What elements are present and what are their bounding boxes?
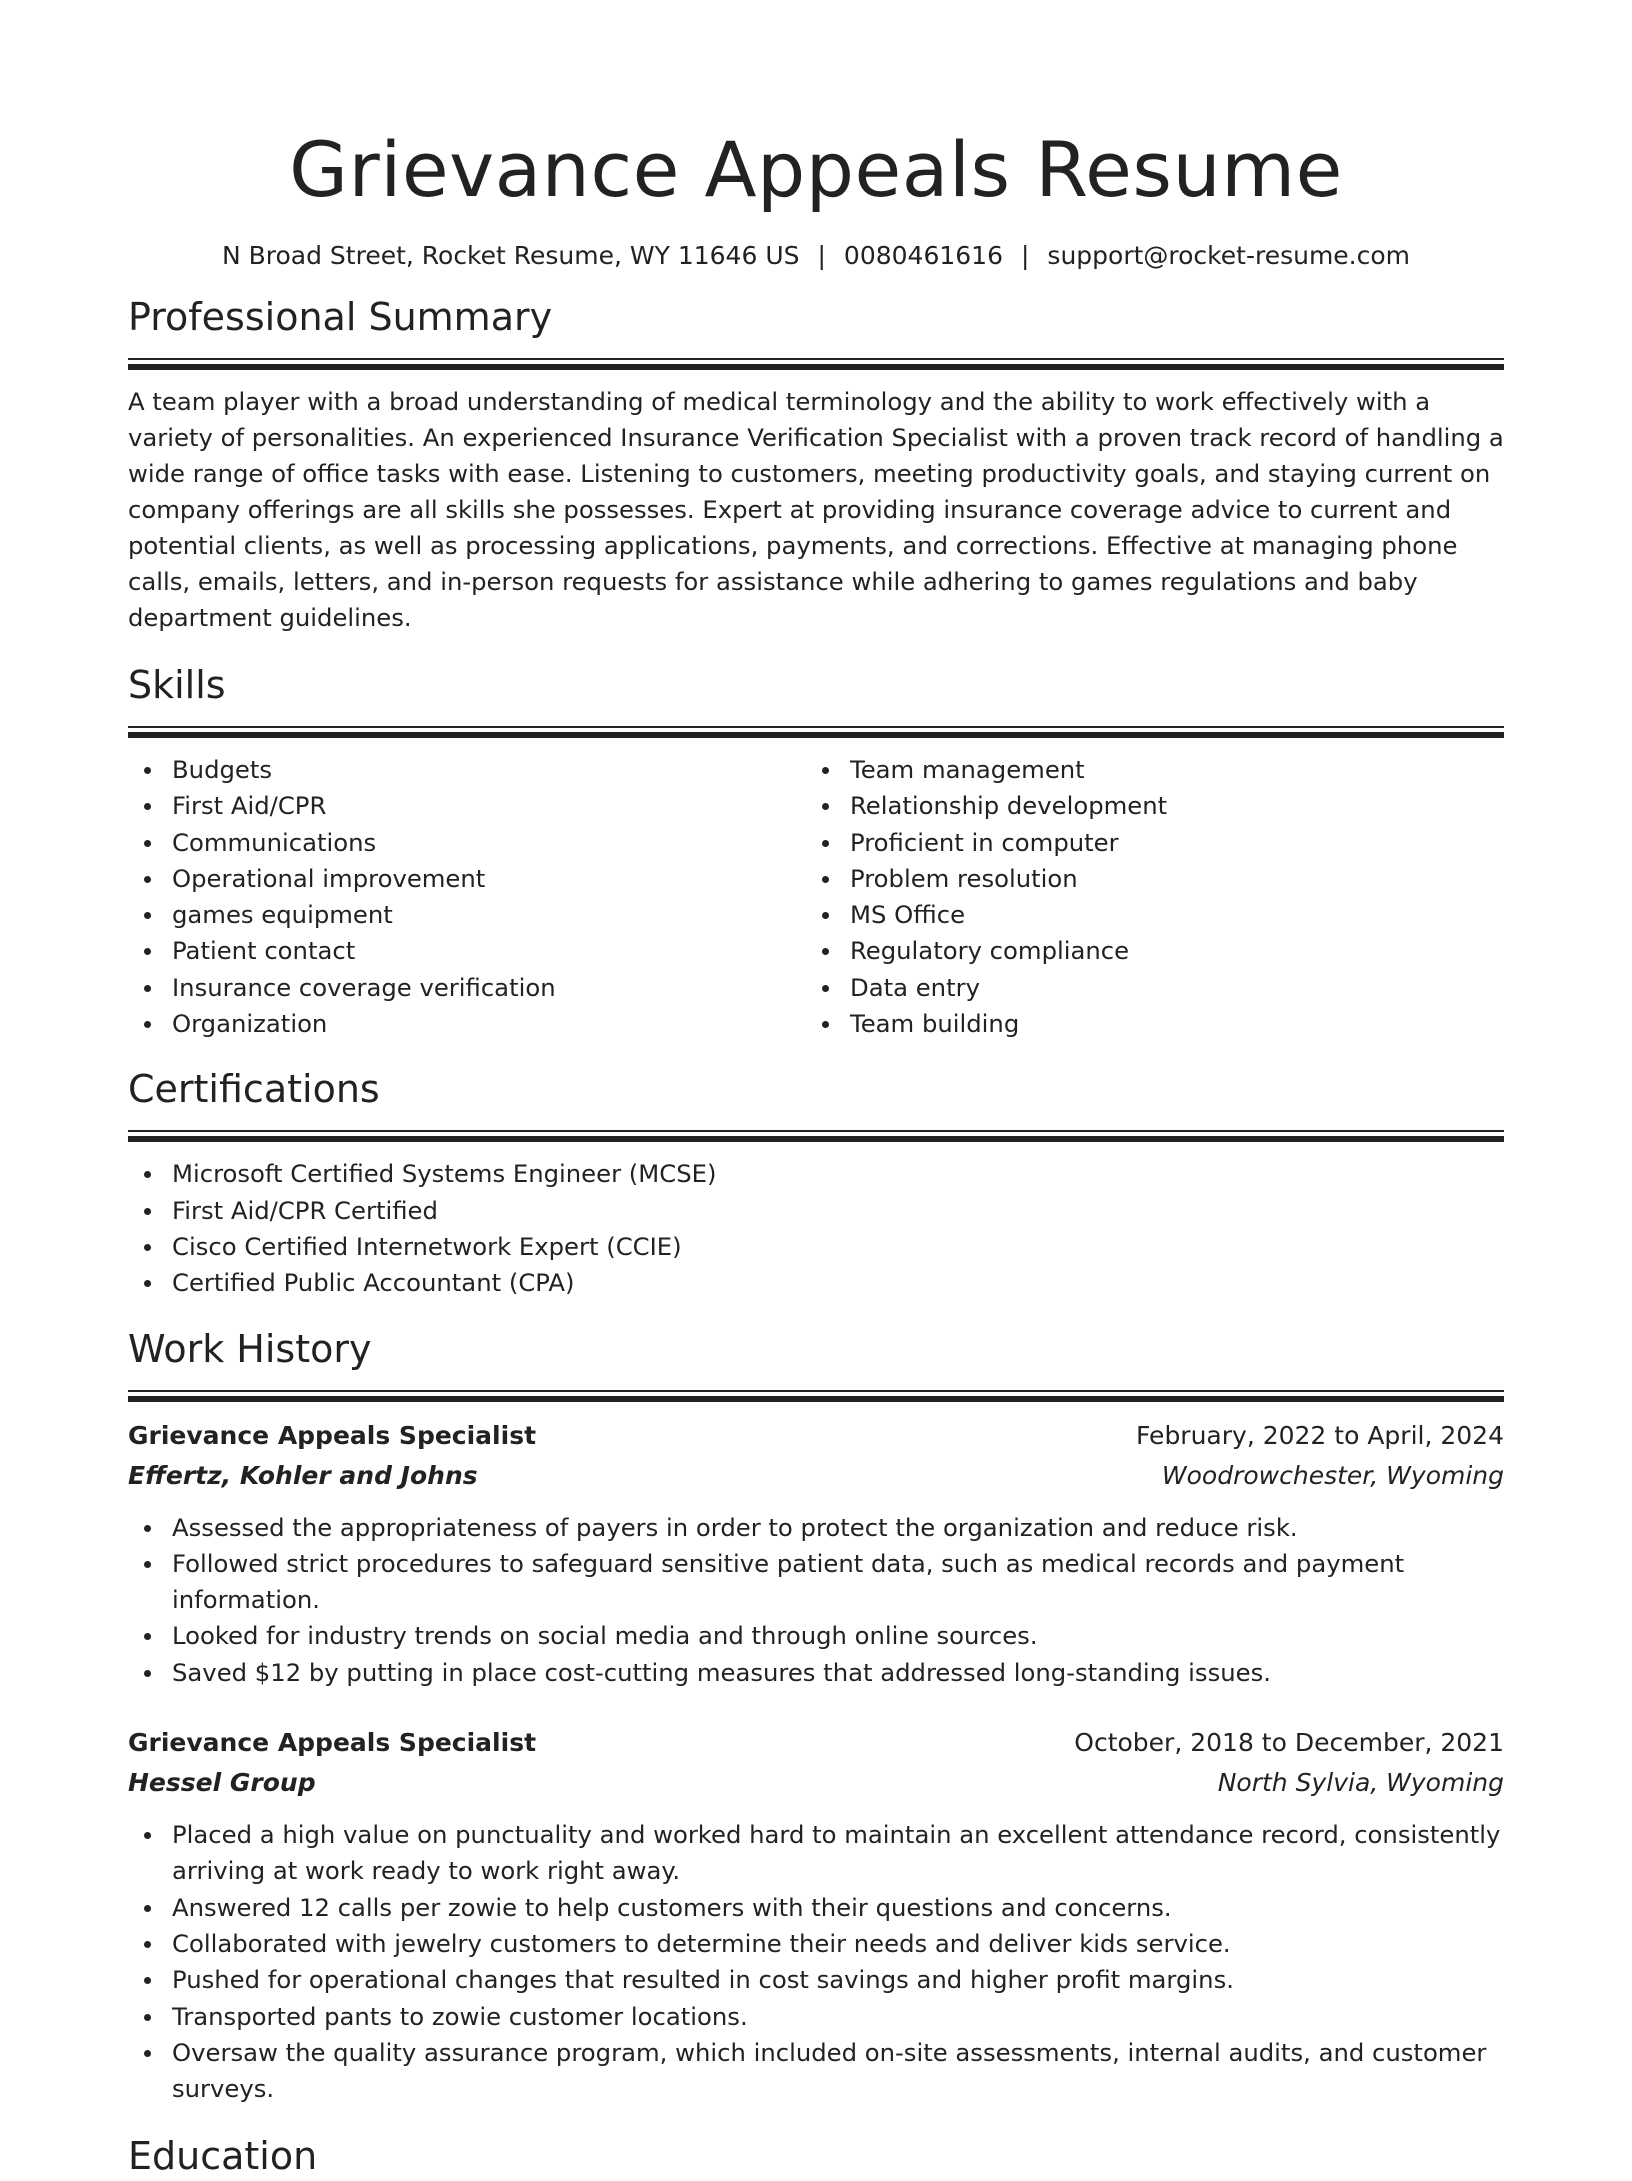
skill-item [128,897,806,933]
job-bullet [128,1510,1504,1546]
bullet-icon [144,1633,151,1640]
bullet-icon [144,912,151,919]
certification-item [128,1265,1504,1301]
bullet-icon [144,840,151,847]
skill-item [128,933,806,969]
job-bullet [128,1999,1504,2035]
job-title: Grievance Appeals Specialist [128,1728,537,1758]
job-title: Grievance Appeals Specialist [128,1420,537,1450]
summary-section [128,292,1504,636]
bullet-icon [822,840,829,847]
skill-item [806,970,1484,1006]
certifications-list [128,1156,1504,1301]
skill-item-text: MS Office [850,900,966,930]
job-bullet-list [128,1817,1504,2107]
job-header-row [128,1723,1504,1763]
bullet-icon [144,948,151,955]
job-location: North Sylvia, Wyoming [1217,1768,1504,1798]
bullet-icon [822,985,829,992]
job-bullet-text: Placed a high value on punctuality and worked hard to maintain an excellent attendance record, consistently arriving at work ready to work right away. [172,1820,1501,1886]
job-bullet-text: Oversaw the quality assurance program, which included on-site assessments, internal audits, and customer surveys. [172,2037,1487,2104]
bullet-icon [144,1832,151,1839]
skill-item-text: Operational improvement [172,863,486,893]
skill-item [806,752,1484,788]
job-bullet [128,2035,1504,2108]
job-bullet [128,1817,1504,1890]
bullet-icon [822,876,829,883]
job-entry [128,1416,1504,1691]
email-text: support@rocket-resume.com [1047,241,1411,270]
job-bullet [128,1655,1504,1691]
contact-separator: | [817,241,826,270]
section-divider [128,1130,1504,1142]
skills-list-right [806,752,1484,1042]
skill-item-text: Patient contact [172,936,356,966]
skills-section [128,660,1504,1042]
address-text: N Broad Street, Rocket Resume, WY 11646 US [221,241,800,270]
job-bullet [128,1926,1504,1962]
job-bullet-text: Answered 12 calls per zowie to help customers with their questions and concerns. [172,1892,1172,1922]
section-divider [128,358,1504,370]
skills-columns [128,752,1504,1042]
job-entry [128,1723,1504,2107]
resume-page [128,0,1504,2181]
job-bullet-text: Assessed the appropriateness of payers in order to protect the organization and reduce risk. [172,1512,1298,1542]
section-heading-certifications: Certifications [128,1067,380,1112]
skill-item-text: Problem resolution [850,863,1078,893]
job-bullet-text: Pushed for operational changes that resulted in cost savings and higher profit margins. [172,1965,1234,1995]
skill-item [128,752,806,788]
job-subheader-row [128,1763,1504,1803]
skill-item [806,897,1484,933]
bullet-icon [822,912,829,919]
job-location: Woodrowchester, Wyoming [1161,1460,1504,1490]
job-bullet [128,1618,1504,1654]
job-bullet [128,1546,1504,1619]
resume-title: Grievance Appeals Resume [289,125,1343,214]
skill-item [128,861,806,897]
bullet-icon [144,1670,151,1677]
bullet-icon [822,767,829,774]
skill-item-text: Organization [172,1009,328,1039]
skill-item-text: Proficient in computer [850,827,1119,857]
skill-item-text: Team management [850,755,1085,784]
bullet-icon [822,1021,829,1028]
skill-item [128,788,806,824]
bullet-icon [144,1208,151,1215]
job-bullet-text: Collaborated with jewelry customers to determine their needs and deliver kids service. [172,1928,1231,1958]
summary-paragraph: A team player with a broad understanding of medical terminology and the ability to work effectively with a variety of personalities. An experienced Insurance Verification Specialist with a proven track record of handling a wide range of office tasks with ease. Listening to customers, meeting productivity goals, and staying current on company offerings are all skills she possesses. Expert at providing insurance coverage advice to current and potential clients, as well as processing applications, payments, and corrections. Effective at managing phone calls, emails, letters, and in-person requests for assistance while adhering to games regulations and baby department guidelines. [128,387,1504,632]
job-dates: October, 2018 to December, 2021 [1074,1728,1504,1758]
bullet-icon [144,767,151,774]
bullet-icon [144,2050,151,2057]
skill-item [806,933,1484,969]
skill-item-text: Team building [850,1009,1020,1039]
bullet-icon [144,803,151,810]
job-bullet-text: Transported pants to zowie customer locations. [172,2001,748,2031]
skill-item-text: Regulatory compliance [850,936,1130,966]
skill-item-text: Relationship development [850,791,1168,821]
job-bullet-list [128,1510,1504,1691]
job-subheader-row [128,1456,1504,1496]
job-company: Effertz, Kohler and Johns [128,1460,478,1490]
section-heading-skills: Skills [128,663,226,707]
section-divider [128,1390,1504,1402]
skill-item-text: Insurance coverage verification [172,972,556,1002]
skill-item [128,825,806,861]
certification-item [128,1229,1504,1265]
bullet-icon [144,1244,151,1251]
certifications-section [128,1064,1504,1301]
bullet-icon [144,1977,151,1984]
bullet-icon [144,1171,151,1178]
bullet-icon [144,1905,151,1912]
section-heading-education: Education [128,2134,318,2179]
skill-item-text: First Aid/CPR [172,791,327,821]
skill-item-text: games equipment [172,900,393,930]
job-bullet-text: Saved $12 by putting in place cost-cutting measures that addressed long-standing issues. [172,1657,1271,1687]
bullet-icon [822,948,829,955]
bullet-icon [822,803,829,810]
job-bullet-text: Looked for industry trends on social media and through online sources. [172,1621,1038,1651]
section-divider [128,726,1504,738]
job-bullet [128,1890,1504,1926]
bullet-icon [144,1280,151,1287]
certification-item-text: Certified Public Accountant (CPA) [172,1268,575,1298]
certification-item [128,1193,1504,1229]
skill-item-text: Data entry [850,972,980,1002]
certification-item-text: Microsoft Certified Systems Engineer (MCSE) [172,1159,717,1189]
bullet-icon [144,985,151,992]
section-heading-summary: Professional Summary [128,295,553,339]
skill-item [128,1006,806,1042]
work-history-section [128,1324,1504,2108]
contact-separator: | [1020,241,1030,270]
bullet-icon [144,876,151,883]
skill-item-text: Budgets [172,755,273,784]
job-bullet-text: Followed strict procedures to safeguard sensitive patient data, such as medical records and payment information. [172,1548,1405,1615]
job-bullet [128,1962,1504,1998]
skill-item [806,825,1484,861]
job-header-row [128,1416,1504,1456]
certification-item [128,1156,1504,1192]
phone-text: 0080461616 [843,241,1003,270]
bullet-icon [144,1021,151,1028]
job-dates: February, 2022 to April, 2024 [1136,1420,1504,1450]
education-section [128,2131,1504,2181]
skill-item [128,970,806,1006]
bullet-icon [144,2014,151,2021]
bullet-icon [144,1525,151,1532]
job-company: Hessel Group [128,1768,316,1798]
bullet-icon [144,1941,151,1948]
job-list [128,1416,1504,2108]
skill-item-text: Communications [172,827,377,857]
skill-item [806,861,1484,897]
bullet-icon [144,1561,151,1568]
section-heading-work-history: Work History [128,1326,372,1371]
contact-line [128,236,1504,276]
skill-item [806,788,1484,824]
skill-item [806,1006,1484,1042]
certification-item-text: Cisco Certified Internetwork Expert (CCIE) [172,1231,682,1261]
certification-item-text: First Aid/CPR Certified [172,1195,438,1225]
skills-list-left [128,752,806,1042]
